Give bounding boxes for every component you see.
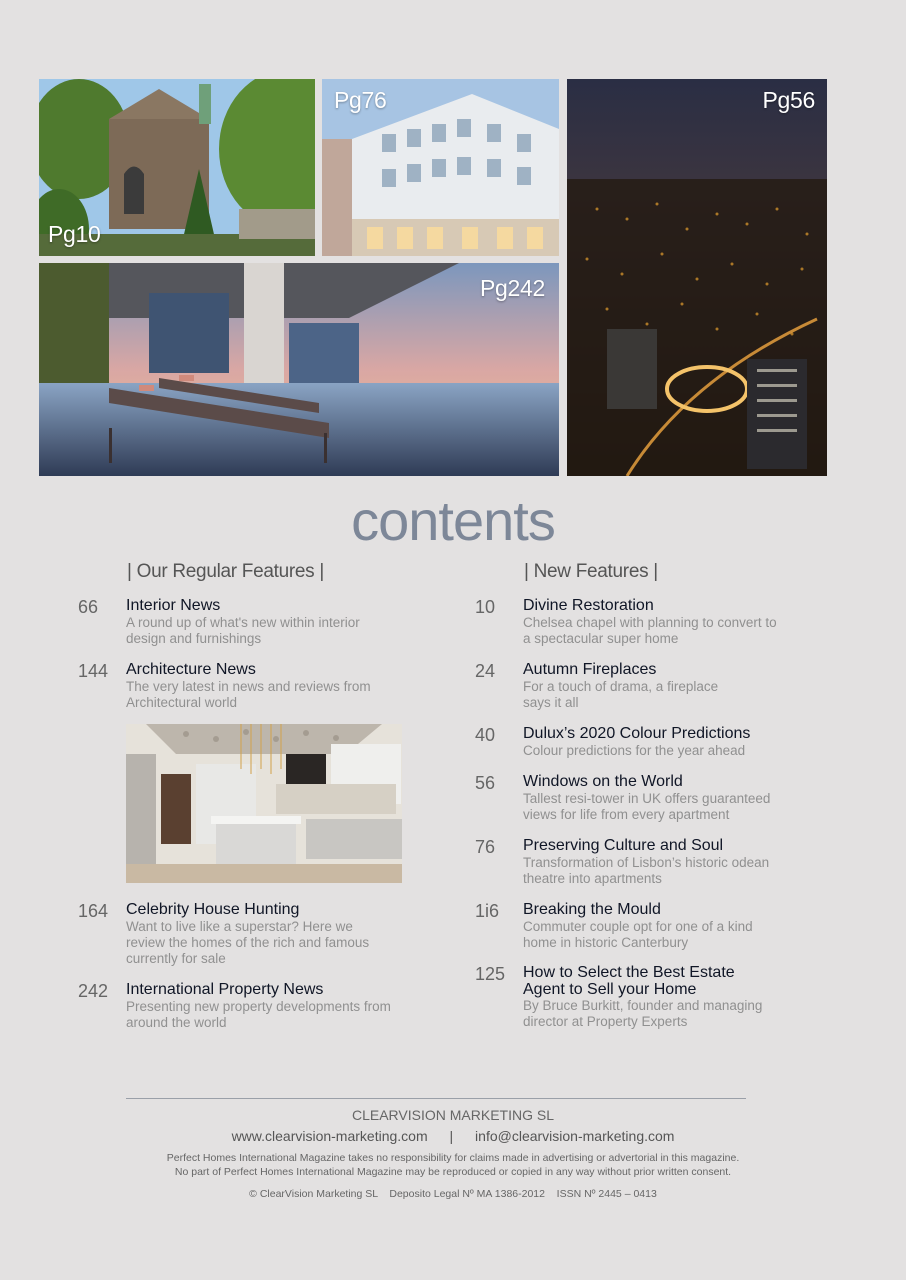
entry-title: Architecture News: [126, 661, 256, 678]
page-number: 40: [475, 725, 496, 745]
entry-description: Chelsea chapel with planning to convert to a spectacular super home: [523, 615, 777, 646]
page-number: 164: [78, 901, 109, 921]
footer-divider: [126, 1098, 746, 1099]
page-ref-label: Pg242: [479, 275, 545, 301]
entry-description: By Bruce Burkitt, founder and managing director at Property Experts: [523, 998, 763, 1029]
entry-title: Breaking the Mould: [523, 901, 661, 918]
entry-title: Interior News: [126, 597, 221, 614]
toc-entry: [78, 981, 418, 1031]
toc-entry: [475, 661, 815, 711]
city-night-photo: [567, 79, 827, 476]
page-number: 125: [475, 964, 506, 984]
chapel-photo: [39, 79, 315, 256]
page-number: 242: [78, 981, 109, 1001]
legal-line: © ClearVision Marketing SL Deposito Legal Nº MA 1386-2012 ISSN Nº 2445 – 0413: [249, 1188, 657, 1200]
entry-title: Celebrity House Hunting: [126, 901, 300, 918]
entry-title: International Property News: [126, 981, 324, 998]
page-ref-label: Pg76: [334, 87, 387, 113]
regular-features-heading: | Our Regular Features |: [127, 561, 324, 582]
entry-description: Want to live like a superstar? Here we review the homes of the rich and famous currently for sale: [126, 919, 370, 966]
company-name: CLEARVISION MARKETING SL: [351, 1107, 554, 1123]
toc-entry: [78, 901, 418, 967]
page-number: 76: [475, 837, 496, 857]
building-photo: [322, 79, 559, 256]
entry-description: Commuter couple opt for one of a kind home in historic Canterbury: [523, 919, 753, 950]
page-number: 56: [475, 773, 496, 793]
toc-entry: [475, 837, 815, 887]
entry-description: The very latest in news and reviews from Architectural world: [126, 679, 371, 710]
disclaimer-line-2: No part of Perfect Homes International Magazine may be reproduced or copied in any way without prior written consent.: [174, 1166, 732, 1178]
email-link[interactable]: info@clearvision-marketing.com: [475, 1128, 675, 1144]
entry-title: Dulux’s 2020 Colour Predictions: [523, 725, 751, 742]
page-number: 144: [78, 661, 109, 681]
separator: |: [449, 1128, 454, 1144]
new-features-heading: | New Features |: [524, 561, 658, 582]
entry-description: Transformation of Lisbon’s historic odean theatre into apartments: [523, 855, 770, 886]
toc-entry: [78, 661, 418, 711]
entry-title: Divine Restoration: [523, 597, 654, 614]
page-number: 24: [475, 661, 496, 681]
entry-description: A round up of what's new within interior design and furnishings: [126, 615, 360, 646]
toc-entry: [78, 597, 418, 647]
page-number: 10: [475, 597, 496, 617]
entry-title: How to Select the Best Estate Agent to Sell your Home: [523, 964, 735, 998]
page-number: 66: [78, 597, 99, 617]
entry-description: Presenting new property developments from around the world: [126, 999, 391, 1030]
entry-description: Tallest resi-tower in UK offers guaranteed views for life from every apartment: [523, 791, 771, 822]
page-ref-label: Pg10: [48, 221, 101, 247]
entry-description: For a touch of drama, a fireplace says it all: [523, 679, 719, 710]
page-number: 1i6: [475, 901, 500, 921]
toc-entry: [475, 901, 815, 951]
entry-description: Colour predictions for the year ahead: [523, 743, 746, 758]
toc-entry: [475, 773, 815, 823]
toc-entry: [475, 725, 815, 759]
kitchen-photo: [126, 724, 402, 883]
toc-entry: [475, 597, 815, 647]
entry-title: Autumn Fireplaces: [523, 661, 657, 678]
entry-title: Windows on the World: [523, 773, 683, 790]
contents-heading: contents: [351, 489, 555, 552]
toc-entry: [475, 964, 815, 1030]
page-ref-label: Pg56: [762, 87, 815, 113]
website-link[interactable]: www.clearvision-marketing.com: [231, 1128, 428, 1144]
disclaimer-line-1: Perfect Homes International Magazine takes no responsibility for claims made in advertising or advertorial in this magazine.: [166, 1152, 740, 1164]
pool-photo: [39, 263, 559, 476]
entry-title: Preserving Culture and Soul: [523, 837, 724, 854]
footer-contact: [0, 1128, 906, 1144]
